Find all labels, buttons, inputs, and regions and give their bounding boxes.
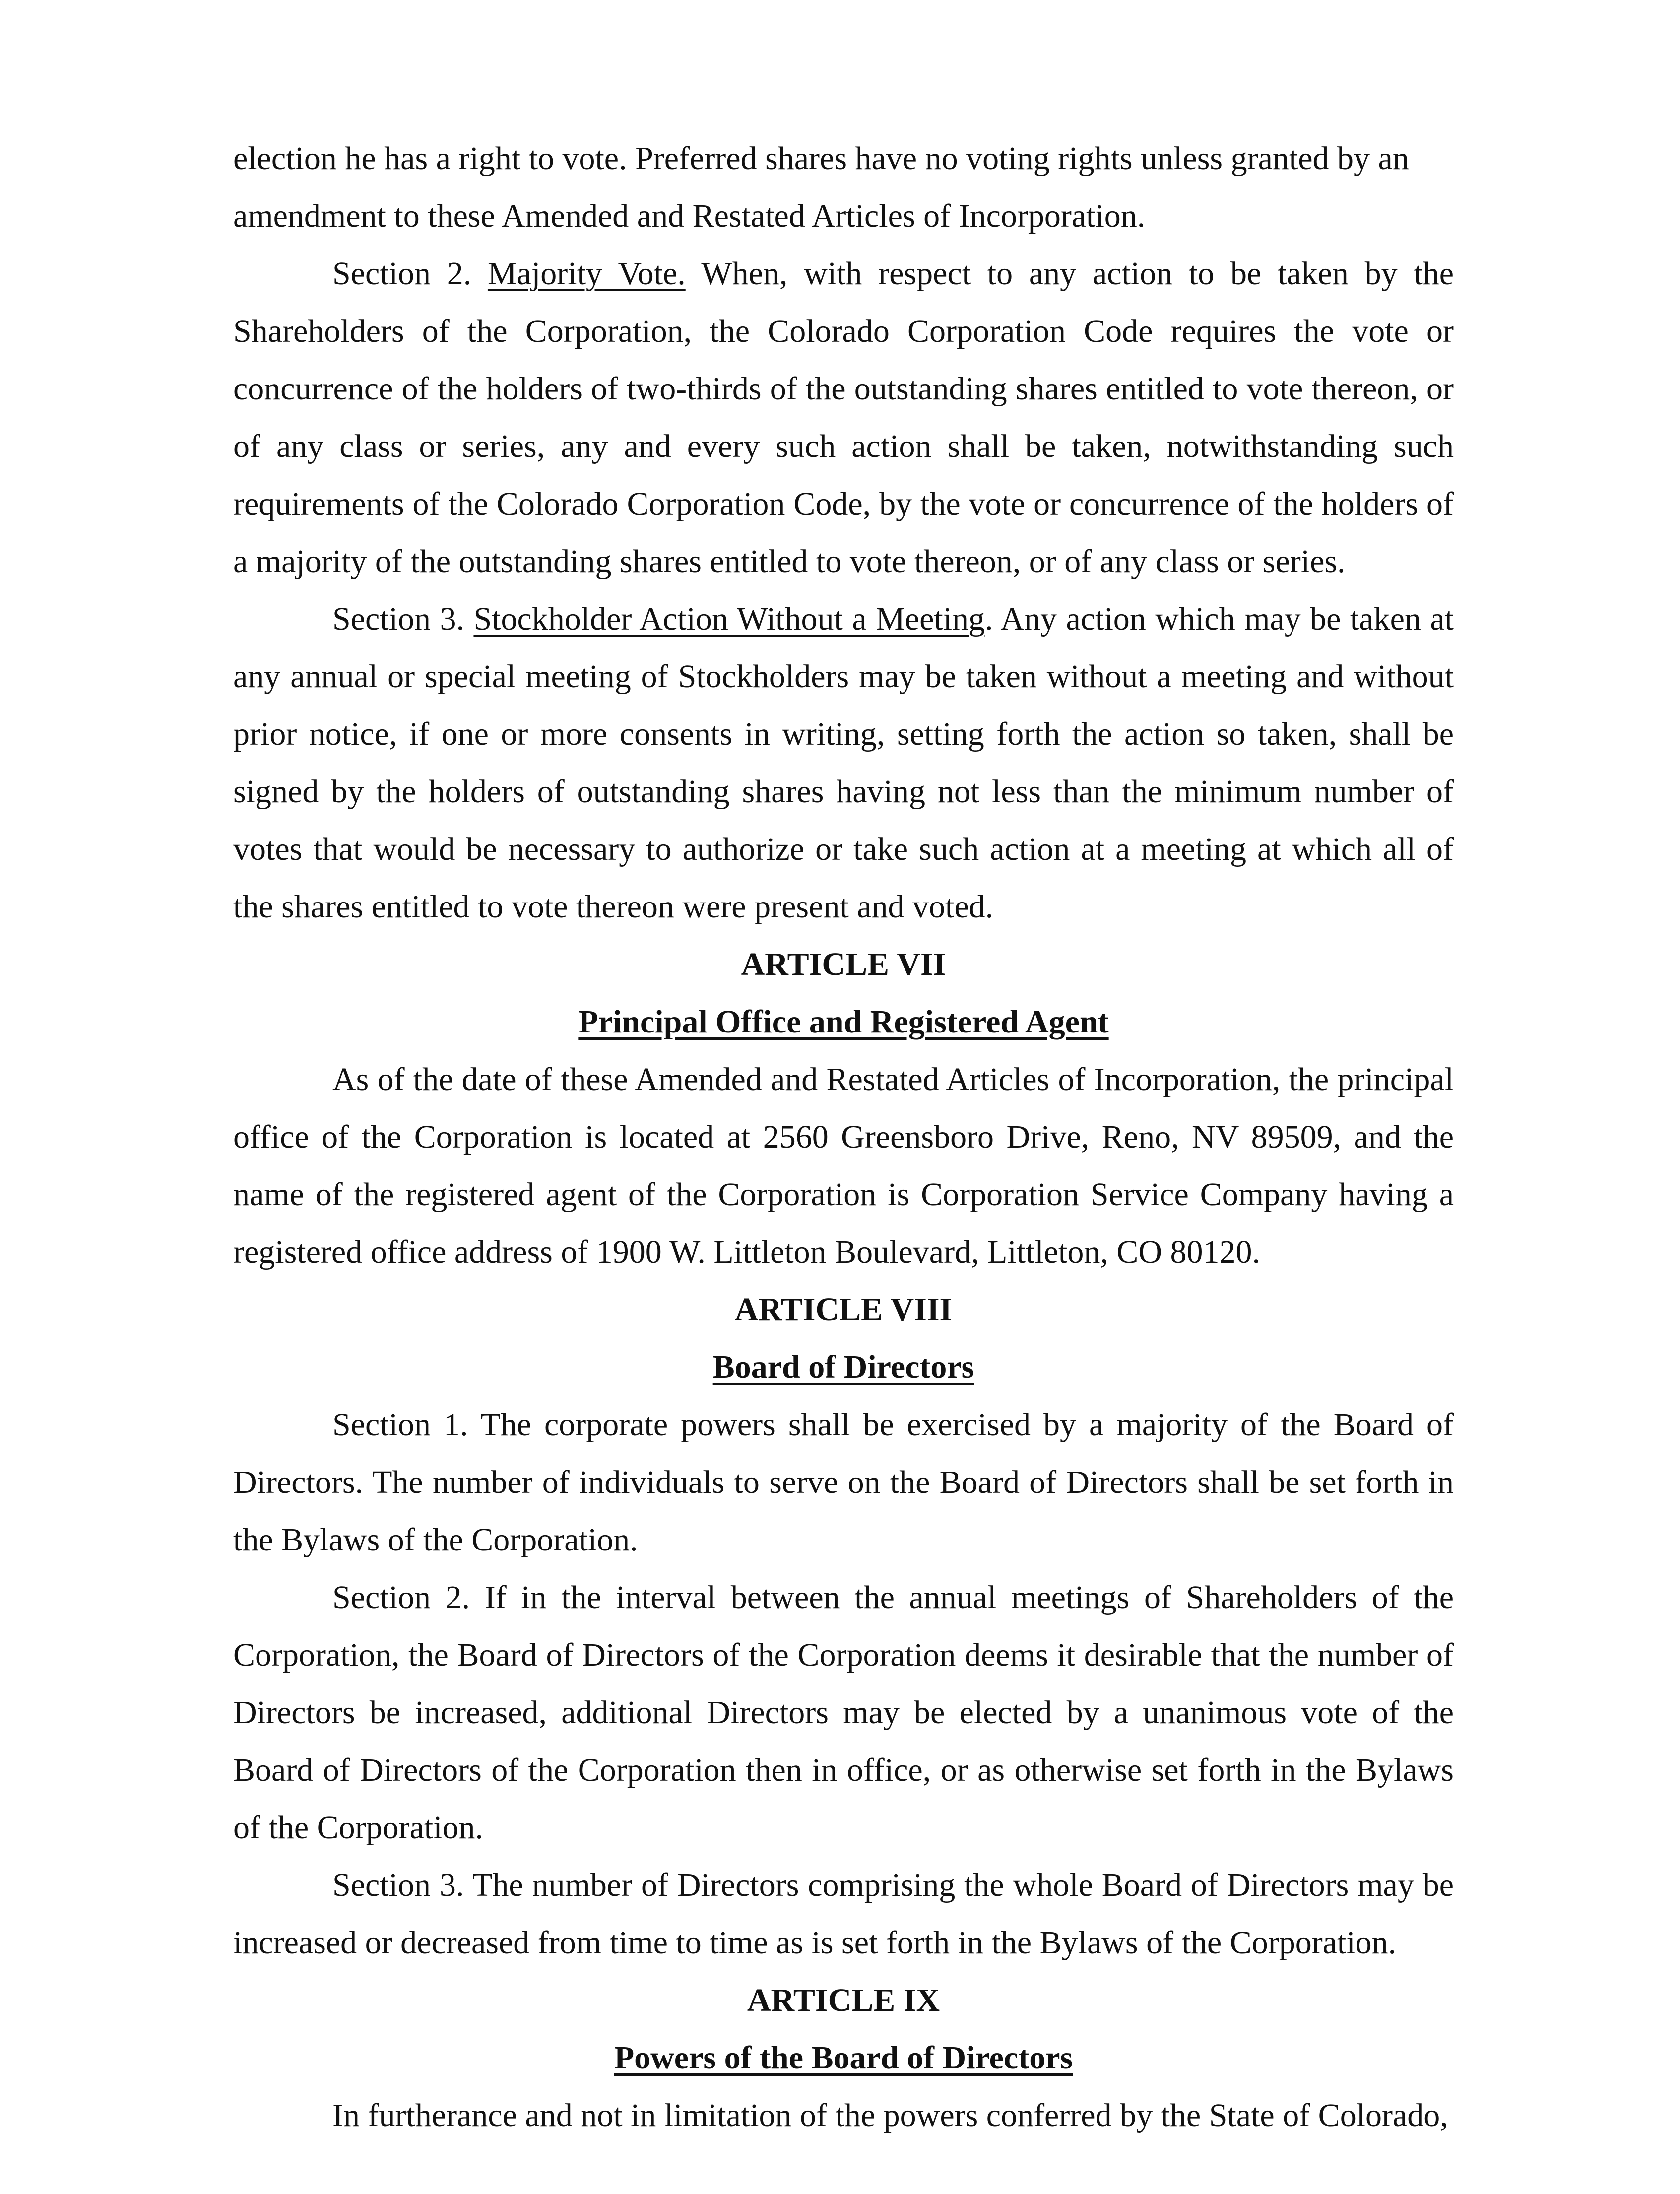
article-viii-title: Board of Directors (712, 1349, 974, 1385)
article-vi-section-3 (233, 590, 1454, 936)
section-2-text: When, with respect to any action to be taken by the Shareholders of the Corporation, the Colorado Corporation Code requires the vote or concurrence of the holders of two-thirds of the outstanding shares entitled to vote thereon, or of any class or series, any and every such action shall be taken, notwithstanding such requirements of the Colorado Corporation Code, by the vote or concurrence of the holders of a majority of the outstanding shares entitled to vote thereon, or of any class or series. (233, 256, 1454, 580)
section-3-heading: Stockholder Action Without a Meeting (473, 601, 985, 637)
section-2-prefix: Section 2. (332, 256, 488, 292)
article-vii-number: ARTICLE VII (741, 946, 946, 982)
section-3-prefix: Section 3. (332, 601, 474, 637)
article-viii-section-1: Section 1. The corporate powers shall be exercised by a majority of the Board of Directors. The number of individuals to serve on the Board of Directors shall be set forth in the Bylaws of the Corporation. (233, 1407, 1454, 1558)
article-viii-number: ARTICLE VIII (734, 1291, 953, 1328)
document-page (233, 130, 1454, 2144)
section-3-text: . Any action which may be taken at any annual or special meeting of Stockholders may be taken without a meeting and without prior notice, if one or more consents in writing, setting forth the action so taken, shall be signed by the holders of outstanding shares having not less than the minimum number of votes that would be necessary to authorize or take such action at a meeting at which all of the shares entitled to vote thereon were present and voted. (233, 601, 1454, 925)
article-vi-section-2 (233, 245, 1454, 590)
article-ix-title: Powers of the Board of Directors (614, 2040, 1073, 2076)
paragraph-voting-rights-continued: election he has a right to vote. Preferred shares have no voting rights unless granted by an amendment to these Amended and Restated Articles of Incorporation. (233, 140, 1409, 234)
article-ix-text: In furtherance and not in limitation of the powers conferred by the State of Colorado, (332, 2097, 1448, 2133)
article-viii-section-3: Section 3. The number of Directors comprising the whole Board of Directors may be increased or decreased from time to time as is set forth in the Bylaws of the Corporation. (233, 1867, 1454, 1961)
section-2-heading: Majority Vote. (487, 256, 686, 292)
article-viii-section-2: Section 2. If in the interval between the annual meetings of Shareholders of the Corporation, the Board of Directors of the Corporation deems it desirable that the number of Directors be increased, additional Directors may be elected by a unanimous vote of the Board of Directors of the Corporation then in office, or as otherwise set forth in the Bylaws of the Corporation. (233, 1579, 1454, 1846)
article-vii-text: As of the date of these Amended and Restated Articles of Incorporation, the principal office of the Corporation is located at 2560 Greensboro Drive, Reno, NV 89509, and the name of the registered agent of the Corporation is Corporation Service Company having a registered office address of 1900 W. Littleton Boulevard, Littleton, CO 80120. (233, 1061, 1454, 1270)
article-ix-number: ARTICLE IX (747, 1982, 940, 2018)
article-vii-title: Principal Office and Registered Agent (578, 1004, 1109, 1040)
